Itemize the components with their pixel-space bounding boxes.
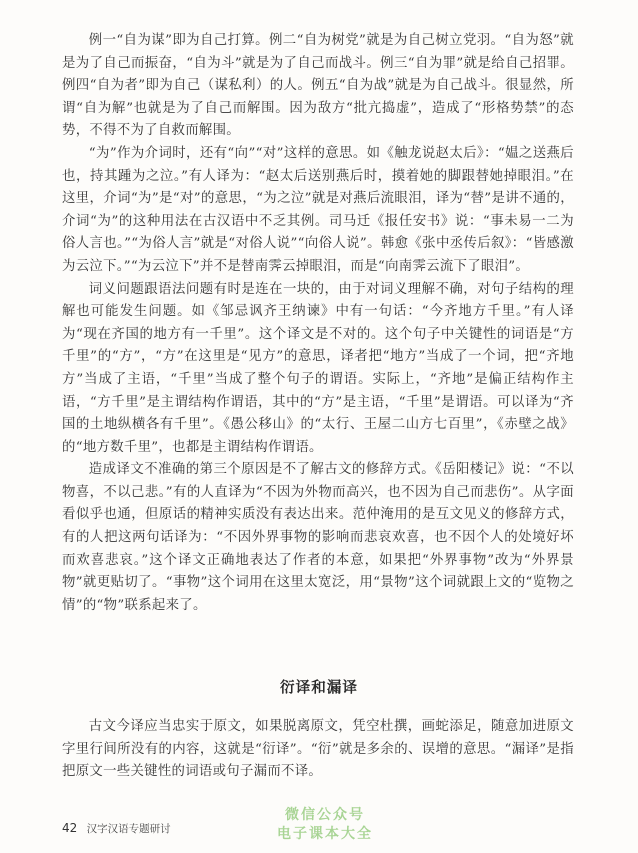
paragraph-1: 例一“自为谋”即为自己打算。例二“自为树党”就是为自己树立党羽。“自为怒”就是为了自己而振奋，“自为斗”就是为了自己而战斗。例三“自为罪”就是给自己招罪。例四“自为者”即为自己（谋私利）的人。例五“自为战”就是为自己战斗。很显然，所谓“自为解”也就是为了自己而解围。因为敌方“批亢捣虚”，造成了“形格势禁”的态势，不得不为了自救而解围。	[62, 33, 574, 139]
watermark-line-2: 电子课本大全	[277, 826, 373, 842]
paragraph-4: 造成译文不准确的第三个原因是不了解古文的修辞方式。《岳阳楼记》说：“不以物喜，不以己悲。”有的人直译为“不因为外物而高兴，也不因为自己而悲伤”。从字面看似乎也通，但原话的精神实质没有表达出来。范仲淹用的是互文见义的修辞方式，有的人把这两句话译为：“不因外界事物的影响而悲哀欢喜，也不因个人的处境好坏而欢喜悲哀。”这个译文正确地表达了作者的本意，如果把“外界事物”改为“外界景物”就更贴切了。“事物”这个词用在这里太宽泛，用“景物”这个词就跟上文的“览物之情”的“物”联系起来了。	[62, 462, 574, 613]
section-paragraph-1: 古文今译应当忠实于原文，如果脱离原文，凭空杜撰，画蛇添足，随意加进原文字里行间所没有的内容，这就是“衍译”。“衍”就是多余的、误增的意思。“漏译”是指把原文一些关键性的词语或句子漏而不译。	[62, 719, 574, 780]
page-number: 42	[62, 821, 78, 835]
section-heading: 衍译和漏译	[280, 679, 358, 696]
section-text	[62, 716, 574, 784]
watermark	[250, 806, 400, 844]
paragraph-3: 词义问题跟语法问题有时是连在一块的，由于对词义理解不确，对句子结构的理解也可能发生问题。如《邹忌讽齐王纳谏》中有一句话：“今齐地方千里。”有人译为“现在齐国的地方有一千里”。这个译文是不对的。这个句子中关键性的词语是“方千里”的“方”，“方”在这里是“见方”的意思，译者把“地方”当成了一个词，把“齐地方”当成了主语，“千里”当成了整个句子的谓语。实际上，“齐地”是偏正结构作主语，“方千里”是主谓结构作谓语，其中的“方”是主语，“千里”是谓语。可以译为“齐国的土地纵横各有千里”。《愚公移山》的“太行、王屋二山方七百里”，《赤壁之战》的“地方数千里”，也都是主谓结构作谓语。	[62, 281, 574, 455]
paragraph-2: “为”作为介词时，还有“向”“对”这样的意思。如《触龙说赵太后》：“媪之送燕后也，持其踵为之泣。”有人译为：“赵太后送别燕后时，摸着她的脚跟替她掉眼泪。”在这里，介词“为”是“对”的意思，“为之泣”就是对燕后流眼泪，译为“替”是讲不通的，介词“为”的这种用法在古汉语中不乏其例。司马迁《报任安书》说：“事未易一二为俗人言也。”“为俗人言”就是“对俗人说”“向俗人说”。韩愈《张中丞传后叙》：“皆感激为云泣下。”“为云泣下”并不是替南霁云掉眼泪，而是“向南霁云流下了眼泪”。	[62, 145, 574, 274]
page-footer	[62, 821, 171, 836]
watermark-line-1: 微信公众号	[285, 807, 365, 823]
main-text	[62, 30, 574, 617]
running-title: 汉字汉语专题研讨	[86, 823, 171, 835]
